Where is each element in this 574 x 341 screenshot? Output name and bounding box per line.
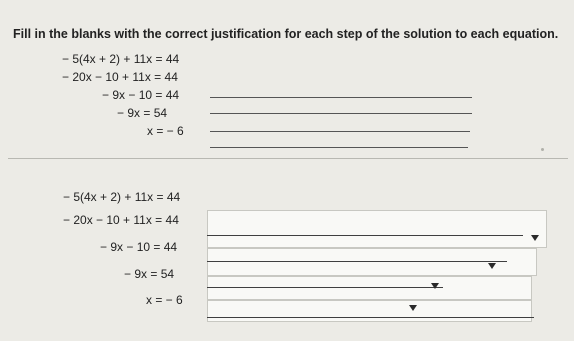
reference-step-3: − 9x − 10 = 44 <box>102 88 180 102</box>
dropdown-3-underline <box>207 287 443 288</box>
instructions: Fill in the blanks with the correct justification for each step of the solution to each equation. <box>13 27 559 41</box>
section-divider <box>8 158 568 159</box>
justification-dropdown-2[interactable] <box>207 248 537 276</box>
answer-step-5: x = − 6 <box>146 293 183 307</box>
answer-step-2: − 20x − 10 + 11x = 44 <box>63 213 179 227</box>
chevron-down-icon[interactable] <box>531 235 539 241</box>
justification-dropdown-1[interactable] <box>207 210 547 248</box>
decorative-dot <box>541 148 544 151</box>
justification-dropdown-3[interactable] <box>207 276 532 300</box>
chevron-down-icon[interactable] <box>431 283 439 289</box>
chevron-down-icon[interactable] <box>409 305 417 311</box>
justification-dropdown-4[interactable] <box>207 300 532 322</box>
reference-step-5: x = − 6 <box>147 124 184 138</box>
answer-step-1: − 5(4x + 2) + 11x = 44 <box>63 190 181 204</box>
blank-line-3 <box>210 131 470 132</box>
reference-step-4: − 9x = 54 <box>117 106 168 120</box>
answer-step-4: − 9x = 54 <box>124 267 175 281</box>
reference-step-2: − 20x − 10 + 11x = 44 <box>62 70 178 84</box>
dropdown-4-underline <box>207 317 534 318</box>
answer-step-3: − 9x − 10 = 44 <box>100 240 178 254</box>
blank-line-2 <box>210 113 472 114</box>
dropdown-1-underline <box>207 235 523 236</box>
blank-line-4 <box>210 147 468 148</box>
reference-step-1: − 5(4x + 2) + 11x = 44 <box>62 52 180 66</box>
chevron-down-icon[interactable] <box>488 263 496 269</box>
dropdown-2-underline <box>207 261 507 262</box>
blank-line-1 <box>210 97 472 98</box>
